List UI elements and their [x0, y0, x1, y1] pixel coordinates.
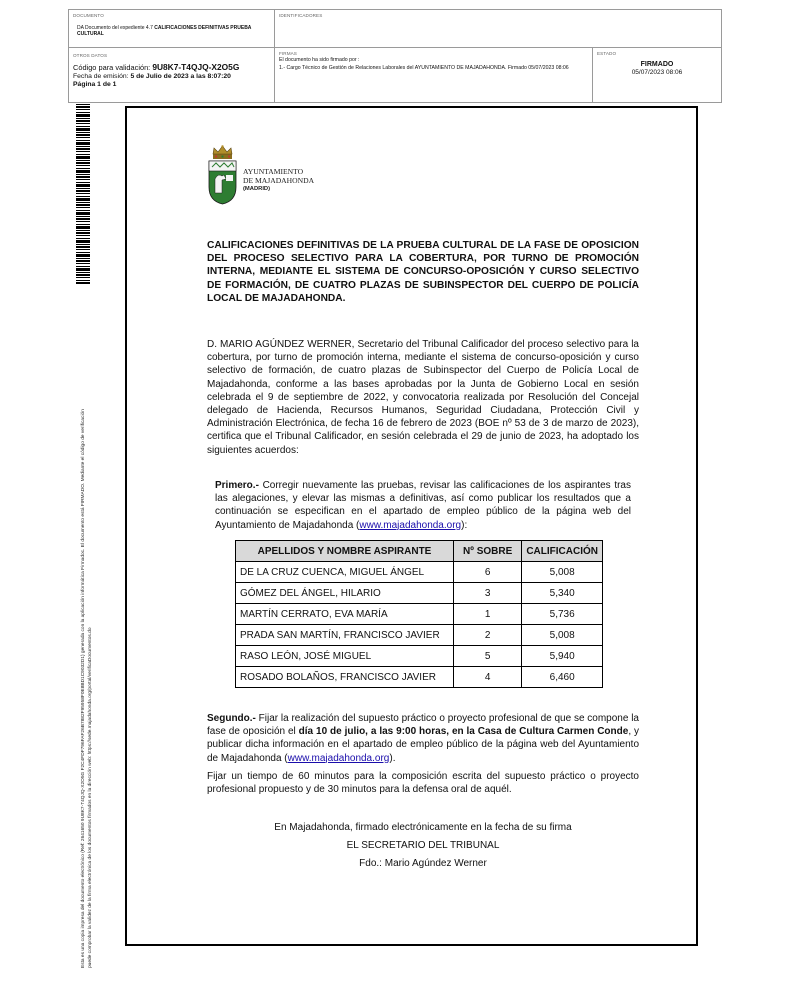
estado-label: ESTADO	[597, 51, 617, 56]
cell-sobre: 4	[454, 667, 522, 688]
intro-paragraph: D. MARIO AGÚNDEZ WERNER, Secretario del Tribunal Calificador del proceso selectivo para la cobertura, por turno de promoción interna, mediante el sistema de concurso-oposición y curso selectivo de formación, de cuatro plazas de Subinspector del Cuerpo de Policía Local de Majadahonda, conforme a las bases aprobadas por la Junta de Gobierno Local en sesión celebrada el 9 de septiembre de 2022, y convocatoria realizada por Resolución del Concejal delegado de Hacienda, Recursos Humanos, Seguridad Ciudadana, Protección Civil y Administración Electrónica, de fecha 16 de febrero de 2023 (BOE nº 53 de 3 de marzo de 2023), certifica que el Tribunal Calificador, en sesión celebrada el 29 de junio de 2023, ha adoptado los siguientes acuerdos:	[207, 339, 639, 456]
header-sobre: Nº SOBRE	[454, 541, 522, 562]
codigo-value: 9U8K7-T4QJQ-X2O5G	[152, 62, 240, 72]
signature-line3: Fdo.: Mario Agúndez Werner	[359, 858, 487, 869]
identificadores-label: IDENTIFICADORES	[279, 13, 323, 18]
primero-paragraph	[215, 479, 631, 532]
table-header-row	[236, 541, 603, 562]
results-table	[235, 540, 603, 688]
cell-nombre: DE LA CRUZ CUENCA, MIGUEL ÁNGEL	[236, 562, 454, 583]
ayto-line3: (MADRID)	[243, 186, 271, 192]
cell-calificacion: 5,008	[522, 625, 603, 646]
codigo-label: Código para validación:	[73, 63, 151, 72]
document-metadata-box	[68, 9, 722, 103]
cell-sobre: 1	[454, 604, 522, 625]
ayto-line2: DE MAJADAHONDA	[243, 176, 315, 185]
cell-calificacion: 5,736	[522, 604, 603, 625]
header-calificacion: CALIFICACIÓN	[522, 541, 603, 562]
cell-sobre: 3	[454, 583, 522, 604]
cell-nombre: GÓMEZ DEL ÁNGEL, HILARIO	[236, 583, 454, 604]
cell-nombre: MARTÍN CERRATO, EVA MARÍA	[236, 604, 454, 625]
cell-sobre: 2	[454, 625, 522, 646]
document-title: CALIFICACIONES DEFINITIVAS DE LA PRUEBA CULTURAL DE LA FASE DE OPOSICION DEL PROCESO SELECTIVO PARA LA COBERTURA, POR TURNO DE PROMOCIÓN INTERNA, MEDIANTE EL SISTEMA DE CONCURSO-OPOSICIÓN Y CURSO SELECTIVO DE FORMACIÓN, DE CUATRO PLAZAS DE SUBINSPECTOR DEL CUERPO DE POLICÍA LOCAL DE MAJADAHONDA.	[207, 240, 639, 304]
cell-nombre: ROSADO BOLAÑOS, FRANCISCO JAVIER	[236, 667, 454, 688]
table-row	[236, 646, 603, 667]
firmas-label: FIRMAS	[279, 51, 297, 56]
cell-calificacion: 6,460	[522, 667, 603, 688]
segundo-paragraph	[207, 712, 639, 765]
codigo-validacion	[73, 63, 270, 73]
firmas-cell	[275, 48, 593, 102]
segundo-text3: ).	[389, 752, 396, 764]
fecha-label: Fecha de emisión:	[73, 72, 129, 80]
documento-label: DOCUMENTO	[73, 13, 104, 18]
table-row	[236, 583, 603, 604]
pagina: Página 1 de 1	[73, 80, 117, 88]
documento-cell	[69, 10, 275, 48]
majadahonda-link[interactable]: www.majadahonda.org	[359, 519, 462, 531]
cell-calificacion: 5,008	[522, 562, 603, 583]
documento-text	[77, 25, 270, 38]
side-text-line1: Esta es una copia impresa del documento electrónico (Ref: 2641650 9U8K7-T4QJQ-X2O5G F2C4FDF796FAF26B7882F95958F0E8BD1C9032D1) generada con la aplicación informática Firmadoc. El documento está FIRMADO. Mediante el código de verificación	[81, 409, 86, 968]
cell-sobre: 6	[454, 562, 522, 583]
signature-line2: EL SECRETARIO DEL TRIBUNAL	[346, 840, 500, 851]
identificadores-cell	[275, 10, 721, 48]
otros-datos-cell	[69, 48, 275, 102]
firmas-line2: 1.- Cargo Técnico de Gestión de Relaciones Laborales del AYUNTAMIENTO DE MAJADAHONDA. Firmado 05/07/2023 08:06	[279, 64, 569, 71]
cell-calificacion: 5,340	[522, 583, 603, 604]
signature-line1: En Majadahonda, firmado electrónicamente en la fecha de su firma	[274, 822, 572, 833]
estado-value: FIRMADO	[640, 61, 674, 68]
documento-title: CALIFICACIONES DEFINITIVAS PRUEBA CULTURAL	[77, 25, 252, 38]
side-verification-text	[80, 268, 94, 968]
otros-datos-label: OTROS DATOS	[73, 53, 108, 58]
table-row	[236, 562, 603, 583]
primero-label: Primero.-	[215, 480, 259, 491]
firmas-line1: El documento ha sido firmado por :	[279, 57, 360, 63]
ayto-line1: AYUNTAMIENTO	[243, 167, 304, 176]
fecha-value: 5 de Julio de 2023 a las 8:07:20	[130, 72, 231, 80]
header-nombre: APELLIDOS Y NOMBRE ASPIRANTE	[236, 541, 454, 562]
cell-nombre: PRADA SAN MARTÍN, FRANCISCO JAVIER	[236, 625, 454, 646]
estado-cell	[593, 48, 721, 102]
ayuntamiento-name	[243, 167, 314, 194]
segundo-text2: , y publicar dicha información en el apartado de empleo público de la página web del Ayuntamiento de Majadahonda (	[207, 726, 639, 764]
fijar-paragraph: Fijar un tiempo de 60 minutos para la composición escrita del supuesto práctico o proyecto profesional propuesto y de 30 minutos para la defensa oral de aquél.	[207, 771, 639, 796]
cell-nombre: RASO LEÓN, JOSÉ MIGUEL	[236, 646, 454, 667]
estado-date: 05/07/2023 08:06	[631, 69, 683, 76]
barcode	[76, 104, 90, 284]
documento-prefix: DA Documento del expediente 4.7	[77, 25, 153, 31]
cell-sobre: 5	[454, 646, 522, 667]
coat-of-arms-logo	[206, 145, 239, 205]
primero-text: Corregir nuevamente las pruebas, revisar las calificaciones de los aspirantes tras las alegaciones, y elevar las mismas a definitivas, así como publicar los resultados que a continuación se especifican en el apartado de empleo público de la página web del Ayuntamiento de Majadahonda (	[215, 480, 631, 531]
segundo-text1: Fijar la realización del supuesto práctico o proyecto profesional de que se compone la fase de oposición el	[207, 713, 639, 738]
table-row	[236, 667, 603, 688]
table-row	[236, 604, 603, 625]
table-row	[236, 625, 603, 646]
cell-calificacion: 5,940	[522, 646, 603, 667]
segundo-label: Segundo.-	[207, 713, 256, 724]
fecha-emision	[73, 73, 270, 81]
primero-text-end: ):	[461, 519, 468, 531]
majadahonda-link[interactable]: www.majadahonda.org	[287, 752, 390, 764]
side-text-line2: puede comprobar la validez de la firma electrónica de los documentos firmados en la dirección web: https://sede.majadahonda.org/portal/verificaDocumentos.do	[88, 627, 93, 968]
crown-icon	[213, 145, 232, 159]
segundo-bold: día 10 de julio, a las 9:00 horas, en la Casa de Cultura Carmen Conde	[298, 726, 629, 738]
